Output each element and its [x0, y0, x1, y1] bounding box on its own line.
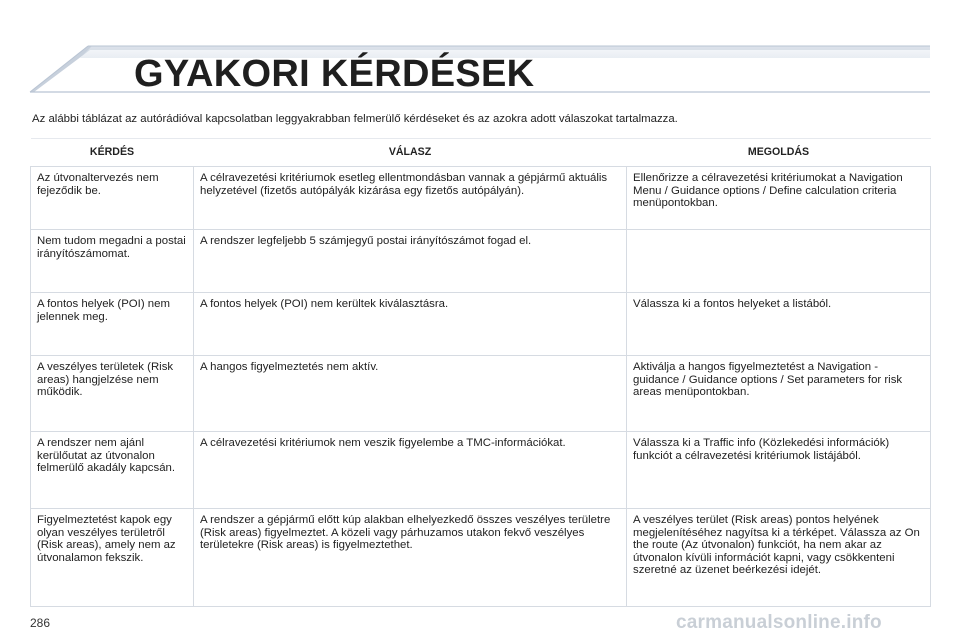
- page-number: 286: [30, 616, 51, 630]
- table-row: [31, 167, 931, 230]
- answer-cell: A célravezetési kritériumok nem veszik figyelembe a TMC-információkat.: [194, 432, 627, 509]
- solution-cell: Ellenőrizze a célravezetési kritériumokat a Navigation Menu / Guidance options / Define calculation criteria menüpontokban.: [627, 167, 931, 230]
- column-header-solution: MEGOLDÁS: [627, 139, 931, 167]
- table-row: [31, 356, 931, 432]
- intro-text: Az alábbi táblázat az autórádióval kapcsolatban leggyakrabban felmerülő kérdéseket és az azokra adott válaszokat tartalmazza.: [32, 113, 678, 125]
- answer-cell: A fontos helyek (POI) nem kerültek kiválasztásra.: [194, 293, 627, 356]
- solution-cell: Válassza ki a Traffic info (Közlekedési információk) funkciót a célravezetési kritériumok listájából.: [627, 432, 931, 509]
- table-header-row: [31, 139, 931, 167]
- solution-cell: Válassza ki a fontos helyeket a listából.: [627, 293, 931, 356]
- solution-cell: A veszélyes terület (Risk areas) pontos helyének megjelenítéséhez nagyítsa ki a térképet. Válassza az On the route (Az útvonalon) funkciót, ha nem akar az útvonalon kívüli információt kapni, vagy csökkenteni szeretné az üzenet beérkezési idejét.: [627, 509, 931, 607]
- page-title: GYAKORI KÉRDÉSEK: [134, 53, 535, 95]
- column-header-question: KÉRDÉS: [31, 139, 194, 167]
- table-row: [31, 293, 931, 356]
- table-row: [31, 230, 931, 293]
- answer-cell: A rendszer legfeljebb 5 számjegyű postai irányítószámot fogad el.: [194, 230, 627, 293]
- watermark: carmanualsonline.info: [676, 612, 882, 633]
- solution-cell: [627, 230, 931, 293]
- table-row: [31, 509, 931, 607]
- question-cell: Nem tudom megadni a postai irányítószámomat.: [31, 230, 194, 293]
- faq-table: [30, 138, 931, 607]
- question-cell: A rendszer nem ajánl kerülőutat az útvonalon felmerülő akadály kapcsán.: [31, 432, 194, 509]
- column-header-answer: VÁLASZ: [194, 139, 627, 167]
- table-row: [31, 432, 931, 509]
- solution-cell: Aktiválja a hangos figyelmeztetést a Navigation - guidance / Guidance options / Set parameters for risk areas menüpontokban.: [627, 356, 931, 432]
- answer-cell: A célravezetési kritériumok esetleg ellentmondásban vannak a gépjármű aktuális helyzetével (fizetős autópályák kizárása egy fizetős autópályán).: [194, 167, 627, 230]
- question-cell: Figyelmeztetést kapok egy olyan veszélyes területről (Risk areas), amely nem az útvonalamon fekszik.: [31, 509, 194, 607]
- question-cell: A veszélyes területek (Risk areas) hangjelzése nem működik.: [31, 356, 194, 432]
- answer-cell: A hangos figyelmeztetés nem aktív.: [194, 356, 627, 432]
- question-cell: Az útvonaltervezés nem fejeződik be.: [31, 167, 194, 230]
- answer-cell: A rendszer a gépjármű előtt kúp alakban elhelyezkedő összes veszélyes területre (Risk areas) figyelmeztet. A közeli vagy párhuzamos utakon fekvő veszélyes területekre (Risk areas) is figyelmeztethet.: [194, 509, 627, 607]
- question-cell: A fontos helyek (POI) nem jelennek meg.: [31, 293, 194, 356]
